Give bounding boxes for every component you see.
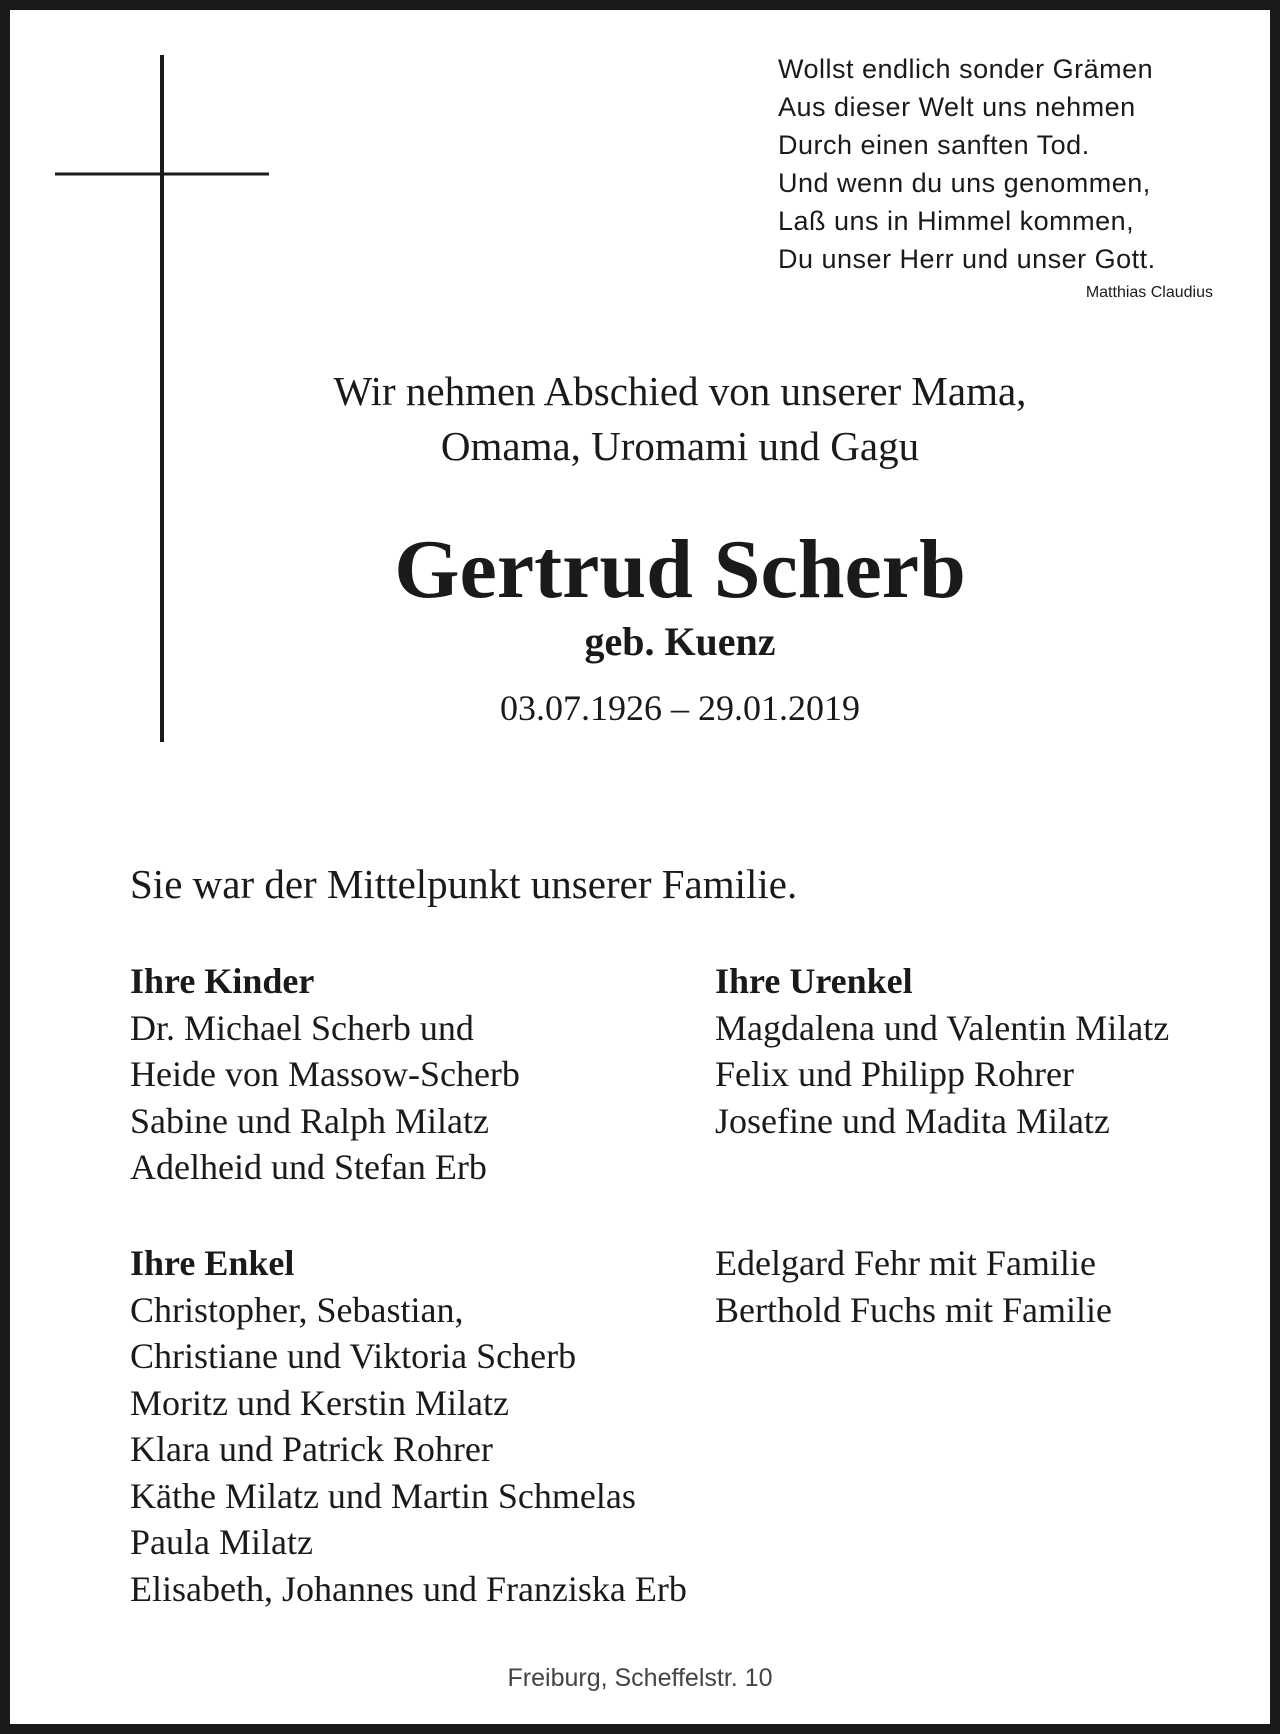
mourners-great-grandchildren — [715, 958, 1169, 1144]
mourner-name: Moritz und Kerstin Milatz — [130, 1382, 509, 1423]
poem-line: Und wenn du uns genommen, — [778, 168, 1151, 198]
poem-line: Laß uns in Himmel kommen, — [778, 206, 1135, 236]
poem-line: Du unser Herr und unser Gott. — [778, 244, 1156, 274]
mourner-name: Josefine und Madita Milatz — [715, 1100, 1110, 1141]
section-heading: Ihre Kinder — [130, 961, 315, 1001]
mourner-name: Dr. Michael Scherb und — [130, 1007, 474, 1048]
mourner-name: Edelgard Fehr mit Familie — [715, 1243, 1096, 1283]
poem-author: Matthias Claudius — [1085, 284, 1213, 301]
mourner-name: Klara und Patrick Rohrer — [130, 1429, 493, 1469]
poem — [778, 50, 1218, 278]
section-heading: Ihre Enkel — [130, 1243, 295, 1283]
mourner-name: Berthold Fuchs mit Familie — [715, 1289, 1112, 1330]
mourner-name: Felix und Philipp Rohrer — [715, 1054, 1074, 1094]
mourner-name: Christopher, Sebastian, — [130, 1289, 464, 1330]
mourner-name: Elisabeth, Johannes und Franziska Erb — [130, 1568, 687, 1609]
poem-line: Aus dieser Welt uns nehmen — [778, 92, 1136, 122]
mourner-name: Heide von Massow-Scherb — [130, 1054, 520, 1094]
mourners-children — [130, 958, 520, 1191]
mourners-grandchildren — [130, 1240, 687, 1612]
deceased-birth-name: geb. Kuenz — [584, 619, 776, 664]
deceased-name: Gertrud Scherb — [394, 523, 966, 616]
mourner-name: Sabine und Ralph Milatz — [130, 1100, 489, 1141]
mourner-name: Paula Milatz — [130, 1522, 313, 1562]
mourner-name: Käthe Milatz und Martin Schmelas — [130, 1475, 636, 1516]
farewell-intro-line-2: Omama, Uromami und Gagu — [440, 423, 920, 469]
section-heading: Ihre Urenkel — [715, 961, 913, 1001]
mourner-name: Christiane und Viktoria Scherb — [130, 1336, 577, 1376]
tagline: Sie war der Mittelpunkt unserer Familie. — [130, 861, 798, 907]
farewell-intro-line-1: Wir nehmen Abschied von unserer Mama, — [333, 368, 1027, 414]
poem-line: Wollst endlich sonder Grämen — [778, 54, 1154, 84]
mourners-other-family — [715, 1240, 1112, 1333]
life-dates: 03.07.1926 – 29.01.2019 — [500, 688, 860, 728]
address-footer: Freiburg, Scheffelstr. 10 — [507, 1664, 773, 1692]
farewell-intro — [180, 364, 1180, 474]
mourner-name: Magdalena und Valentin Milatz — [715, 1007, 1170, 1048]
mourner-name: Adelheid und Stefan Erb — [130, 1147, 487, 1187]
poem-line: Durch einen sanften Tod. — [778, 130, 1090, 160]
